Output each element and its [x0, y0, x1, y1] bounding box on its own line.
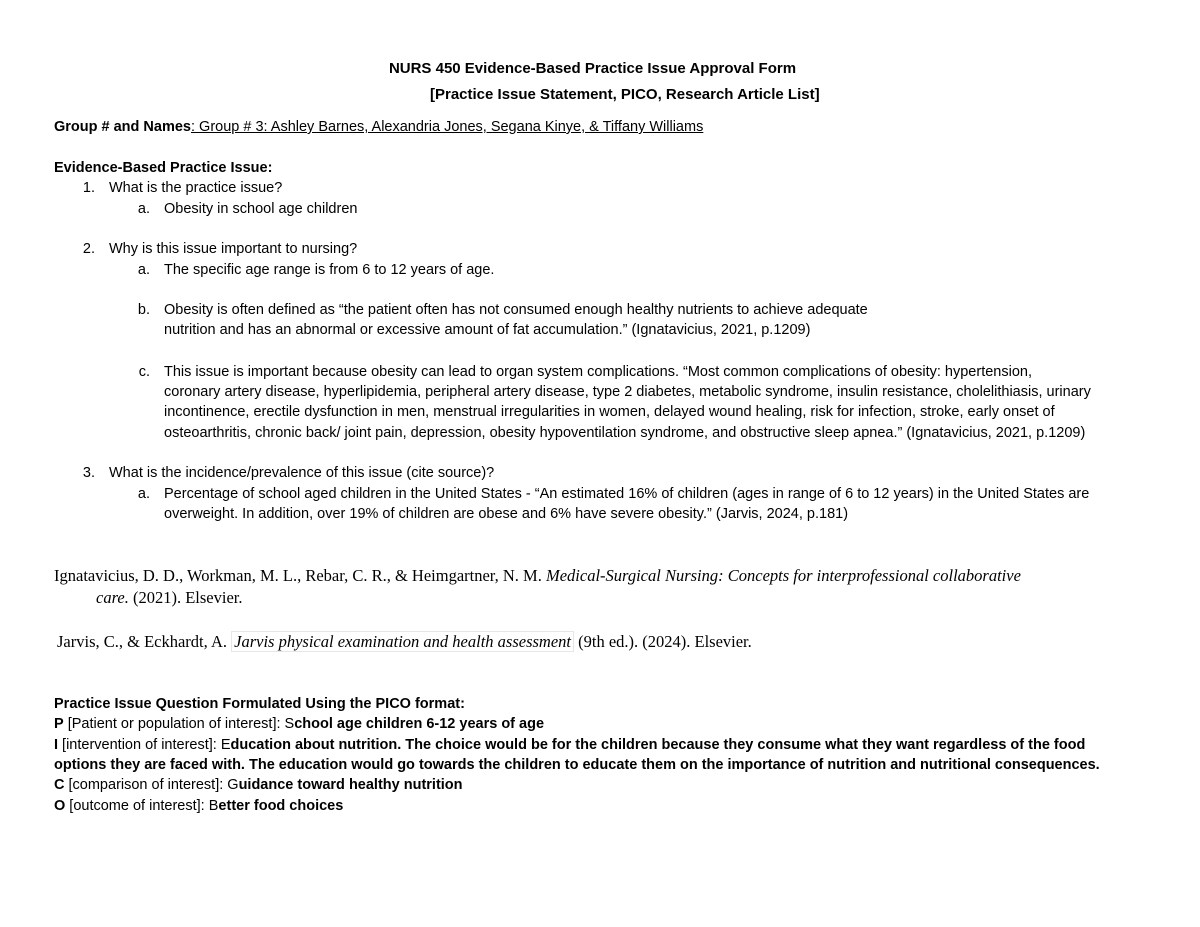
- q1-a-letter: a.: [137, 201, 150, 217]
- pico-i-value-1: ducation about nutrition. The choice would be for the children because they consume what they want regardless of the food: [230, 737, 1086, 753]
- q2-c-letter: c.: [138, 364, 150, 380]
- ref1-authors: Ignatavicius, D. D., Workman, M. L., Rebar, C. R., & Heimgartner, N. M.: [54, 566, 546, 585]
- pico-i-line-2: [54, 757, 1100, 773]
- pico-p-desc: [Patient or population of interest]: S: [63, 716, 295, 732]
- q1-text: What is the practice issue?: [109, 180, 283, 196]
- q2-a-text: The specific age range is from 6 to 12 years of age.: [164, 262, 495, 278]
- q2-c-line2: coronary artery disease, hyperlipidemia, peripheral artery disease, type 2 diabetes, metabolic syndrome, insulin resistance, cholelithiasis, urinary: [164, 384, 1091, 400]
- pico-o-desc: [outcome of interest]: B: [65, 798, 219, 814]
- pico-o-line: [54, 798, 343, 814]
- q3-a-letter: a.: [137, 486, 150, 502]
- group-label: Group # and Names: [54, 119, 191, 135]
- ref2-authors: Jarvis, C., & Eckhardt, A.: [57, 632, 232, 651]
- q2-text: Why is this issue important to nursing?: [109, 241, 358, 257]
- pico-p-line: [54, 716, 544, 732]
- q2-b-letter: b.: [137, 302, 150, 318]
- pico-i-value-2: options they are faced with. The education would go towards the children to educate them on the importance of nutrition and nutritional consequences.: [54, 757, 1100, 773]
- pico-o-value: etter food choices: [218, 798, 344, 814]
- group-line: [54, 119, 703, 135]
- ref1-tail: (2021). Elsevier.: [128, 588, 243, 607]
- q2-c-line1: This issue is important because obesity can lead to organ system complications. “Most common complications of obesity: hypertension,: [164, 364, 1032, 380]
- ebp-heading: Evidence-Based Practice Issue:: [54, 160, 273, 176]
- reference-2: [57, 632, 752, 652]
- q2-number: 2.: [82, 241, 95, 257]
- ref2-title: Jarvis physical examination and health assessment: [231, 631, 574, 652]
- pico-p-key: P: [54, 716, 64, 732]
- ref1-title-part1: Medical-Surgical Nursing: Concepts for interprofessional collaborative: [545, 566, 1021, 585]
- pico-heading: Practice Issue Question Formulated Using the PICO format:: [54, 696, 465, 712]
- pico-c-line: [54, 777, 463, 793]
- pico-c-desc: [comparison of interest]: G: [64, 777, 239, 793]
- pico-i-desc: [intervention of interest]: E: [58, 737, 231, 753]
- q2-b-line2: nutrition and has an abnormal or excessive amount of fat accumulation.” (Ignatavicius, 2021, p.1209): [164, 322, 811, 338]
- q2-b-line1: Obesity is often defined as “the patient often has not consumed enough healthy nutrients to achieve adequate: [164, 302, 868, 318]
- q3-number: 3.: [82, 465, 95, 481]
- reference-1-cont: [96, 588, 242, 608]
- q2-c-line4: osteoarthritis, chronic back/ joint pain, depression, obesity hypoventilation syndrome, and obstructive sleep apnea.” (Ignatavicius, 2021, p.1209): [164, 425, 1086, 441]
- q3-a-line1: Percentage of school aged children in the United States - “An estimated 16% of children (ages in range of 6 to 12 years) in the United States are: [164, 486, 1090, 502]
- pico-i-key: I: [54, 737, 59, 753]
- pico-i-line: [54, 737, 1085, 753]
- pico-c-value: uidance toward healthy nutrition: [238, 777, 463, 793]
- pico-c-key: C: [54, 777, 65, 793]
- q2-c-line3: incontinence, erectile dysfunction in men, menstrual irregularities in women, delayed wound healing, risk for infection, stroke, early onset of: [164, 404, 1055, 420]
- pico-p-value: chool age children 6-12 years of age: [294, 716, 545, 732]
- form-subtitle: [Practice Issue Statement, PICO, Research Article List]: [430, 86, 820, 103]
- q2-a-letter: a.: [137, 262, 150, 278]
- pico-o-key: O: [54, 798, 66, 814]
- ref1-title-part2: care.: [96, 588, 129, 607]
- form-title: NURS 450 Evidence-Based Practice Issue Approval Form: [388, 60, 797, 77]
- ref2-tail: (9th ed.). (2024). Elsevier.: [573, 632, 752, 651]
- q3-text: What is the incidence/prevalence of this issue (cite source)?: [109, 465, 495, 481]
- q1-number: 1.: [82, 180, 95, 196]
- q3-a-line2: overweight. In addition, over 19% of children are obese and 6% have severe obesity.” (Jarvis, 2024, p.181): [164, 506, 849, 522]
- reference-1: [54, 566, 1021, 586]
- q1-a-text: Obesity in school age children: [164, 201, 358, 217]
- group-names: : Group # 3: Ashley Barnes, Alexandria Jones, Segana Kinye, & Tiffany Williams: [190, 119, 704, 135]
